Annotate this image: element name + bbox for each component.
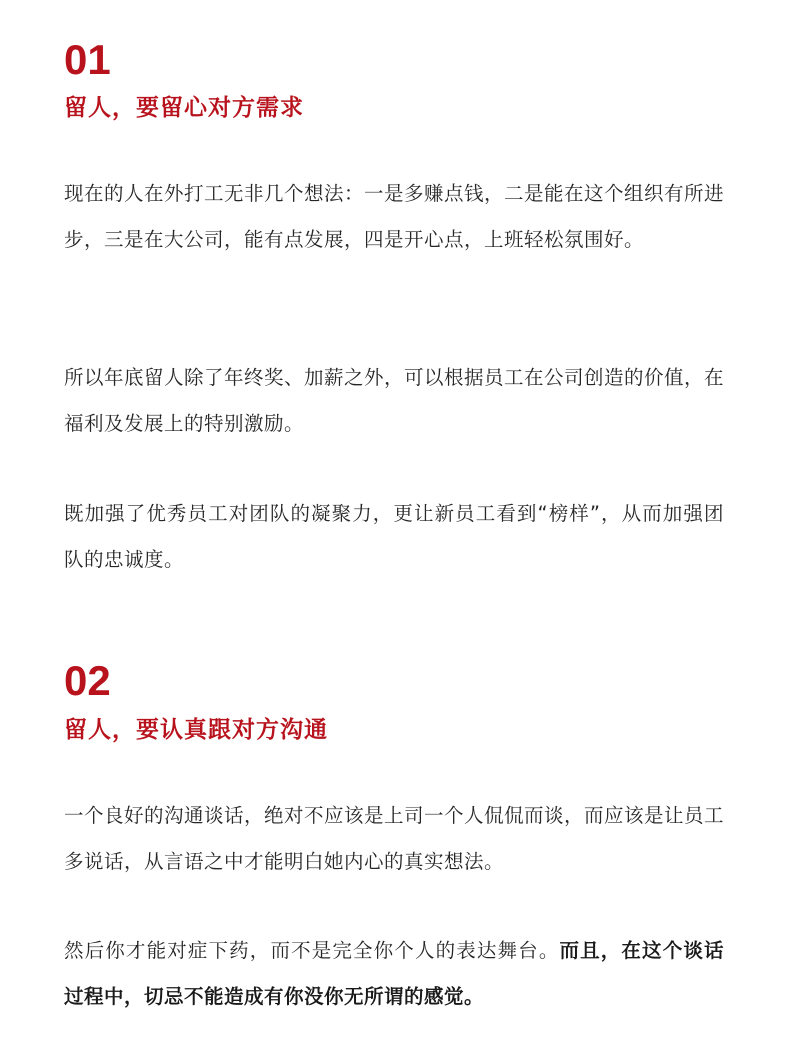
section-number: 01 [64, 36, 111, 83]
paragraph: 一个良好的沟通谈话，绝对不应该是上司一个人侃侃而谈，而应该是让员工多说话，从言语之中才能明白她内心的真实想法。 [64, 804, 725, 873]
paragraph: 现在的人在外打工无非几个想法：一是多赚点钱，二是能在这个组织有所进步，三是在大公司，能有点发展，四是开心点，上班轻松氛围好。 [64, 182, 725, 251]
section-title: 留人，要认真跟对方沟通 [64, 717, 328, 743]
paragraph-bold-text: 而且，在这个谈话过程中，切忌不能造成有你没你无所谓的感觉。 [64, 939, 724, 1008]
paragraph: 既加强了优秀员工对团队的凝聚力，更让新员工看到“榜样”，从而加强团队的忠诚度。 [64, 502, 724, 571]
paragraph-mixed [64, 928, 724, 1020]
paragraph: 所以年底留人除了年终奖、加薪之外，可以根据员工在公司创造的价值，在福利及发展上的特别激励。 [64, 366, 725, 435]
paragraph-normal-text: 然后你才能对症下药，而不是完全你个人的表达舞台。 [64, 939, 560, 962]
section-number: 02 [64, 657, 111, 704]
section-title: 留人，要留心对方需求 [64, 95, 304, 121]
